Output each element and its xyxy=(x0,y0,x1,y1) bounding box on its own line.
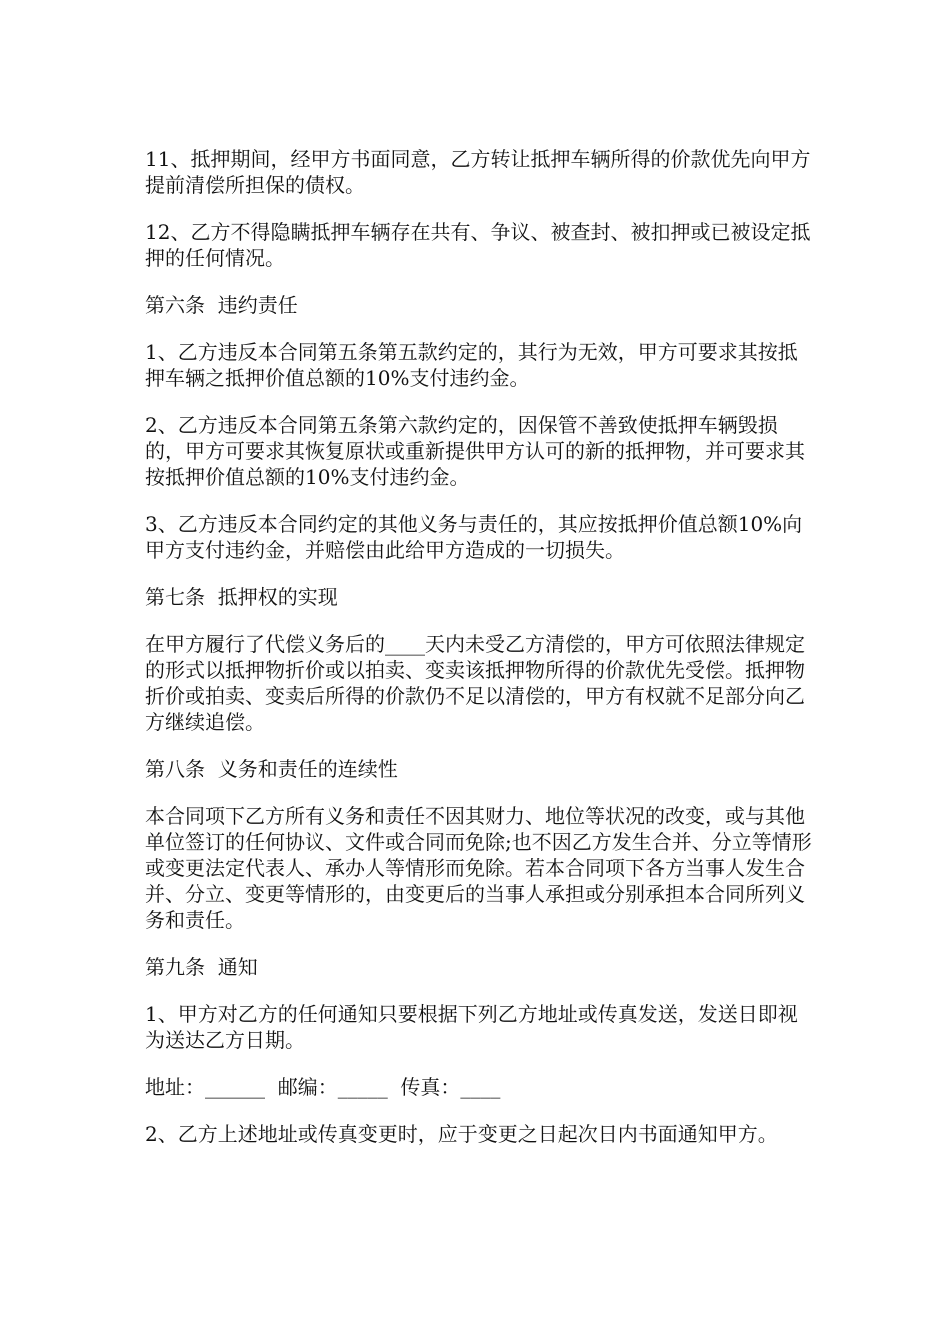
article-9-heading: 第九条 通知 xyxy=(145,955,258,979)
article-7-heading: 第七条 抵押权的实现 xyxy=(145,585,338,609)
article-6-heading: 第六条 违约责任 xyxy=(145,293,298,317)
article-6-item-2: 2、乙方违反本合同第五条第六款约定的，因保管不善致使抵押车辆毁损的，甲方可要求其恢复原状或重新提供甲方认可的新的抵押物，并可要求其按抵押价值总额的10%支付违约金。 xyxy=(145,413,805,489)
article-7-paragraph: 在甲方履行了代偿义务后的____天内未受乙方清偿的，甲方可依照法律规定的形式以抵押物折价或以拍卖、变卖该抵押物所得的价款优先受偿。抵押物折价或拍卖、变卖后所得的价款仍不足以清偿的，甲方有权就不足部分向乙方继续追偿。 xyxy=(145,632,805,734)
article-6-item-1: 1、乙方违反本合同第五条第五款约定的，其行为无效，甲方可要求其按抵押车辆之抵押价值总额的10%支付违约金。 xyxy=(145,340,798,390)
article-9-item-2: 2、乙方上述地址或传真变更时，应于变更之日起次日内书面通知甲方。 xyxy=(145,1122,778,1146)
article-6-item-3: 3、乙方违反本合同约定的其他义务与责任的，其应按抵押价值总额10%向甲方支付违约金，并赔偿由此给甲方造成的一切损失。 xyxy=(145,512,803,562)
address-fields-line: 地址：______ 邮编：_____ 传真：____ xyxy=(145,1075,501,1099)
document-page xyxy=(145,146,815,1168)
article-8-heading: 第八条 义务和责任的连续性 xyxy=(145,757,398,781)
article-9-item-1: 1、甲方对乙方的任何通知只要根据下列乙方地址或传真发送，发送日即视为送达乙方日期。 xyxy=(145,1002,798,1052)
clause-12-paragraph: 12、乙方不得隐瞒抵押车辆存在共有、争议、被查封、被扣押或已被设定抵押的任何情况。 xyxy=(145,220,811,270)
article-8-paragraph: 本合同项下乙方所有义务和责任不因其财力、地位等状况的改变，或与其他单位签订的任何协议、文件或合同而免除;也不因乙方发生合并、分立等情形或变更法定代表人、承办人等情形而免除。若本合同项下各方当事人发生合并、分立、变更等情形的，由变更后的当事人承担或分别承担本合同所列义务和责任。 xyxy=(145,804,812,932)
clause-11-paragraph: 11、抵押期间，经甲方书面同意，乙方转让抵押车辆所得的价款优先向甲方提前清偿所担保的债权。 xyxy=(145,147,811,197)
